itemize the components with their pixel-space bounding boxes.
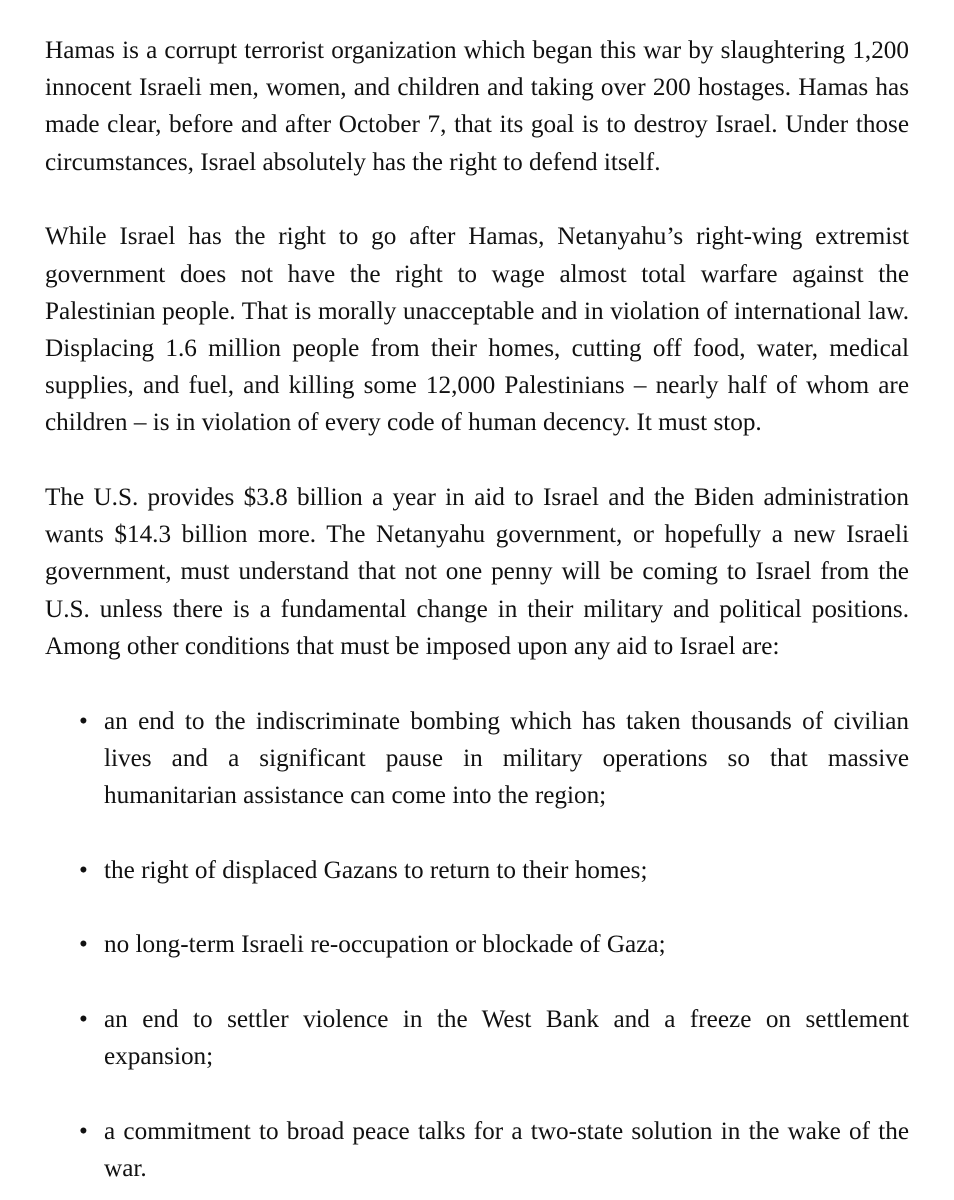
list-item <box>45 1113 909 1187</box>
aid-conditions-list <box>45 703 909 1188</box>
list-item <box>45 926 909 963</box>
paragraph-netanyahu-government: While Israel has the right to go after Hamas, Netanyahu’s right-wing extremist government does not have the right to wage almost total warfare against the Palestinian people. That is morally unacceptable and in violation of international law. Displacing 1.6 million people from their homes, cutting off food, water, medical supplies, and fuel, and killing some 12,000 Palestinians – nearly half of whom are children – is in violation of every code of human decency. It must stop. <box>45 223 909 437</box>
bullet-icon: • <box>79 931 88 959</box>
list-item <box>45 703 909 815</box>
list-item-text: the right of displaced Gazans to return to their homes; <box>104 856 648 884</box>
document-body <box>45 32 909 1187</box>
bullet-icon: • <box>79 1117 88 1145</box>
paragraph-us-aid: The U.S. provides $3.8 billion a year in aid to Israel and the Biden administration wants $14.3 billion more. The Netanyahu government, or hopefully a new Israeli government, must understand that not one penny will be coming to Israel from the U.S. unless there is a fundamental change in their military and political positions. Among other conditions that must be imposed upon any aid to Israel are: <box>45 484 909 660</box>
bullet-icon: • <box>79 1006 88 1034</box>
paragraph-hamas: Hamas is a corrupt terrorist organization which began this war by slaughtering 1,200 innocent Israeli men, women, and children and taking over 200 hostages. Hamas has made clear, before and after October 7, that its goal is to destroy Israel. Under those circumstances, Israel absolutely has the right to defend itself. <box>45 37 909 176</box>
bullet-icon: • <box>79 856 88 884</box>
list-item-text: a commitment to broad peace talks for a two-state solution in the wake of the war. <box>104 1117 909 1183</box>
bullet-icon: • <box>79 707 88 735</box>
list-item-text: no long-term Israeli re-occupation or blockade of Gaza; <box>104 931 666 959</box>
list-item-text: an end to settler violence in the West Bank and a freeze on settlement expansion; <box>104 1006 909 1071</box>
list-item-text: an end to the indiscriminate bombing which has taken thousands of civilian lives and a significant pause in military operations so that massive humanitarian assistance can come into the region; <box>104 707 909 809</box>
list-item <box>45 1001 909 1075</box>
list-item <box>45 852 909 889</box>
